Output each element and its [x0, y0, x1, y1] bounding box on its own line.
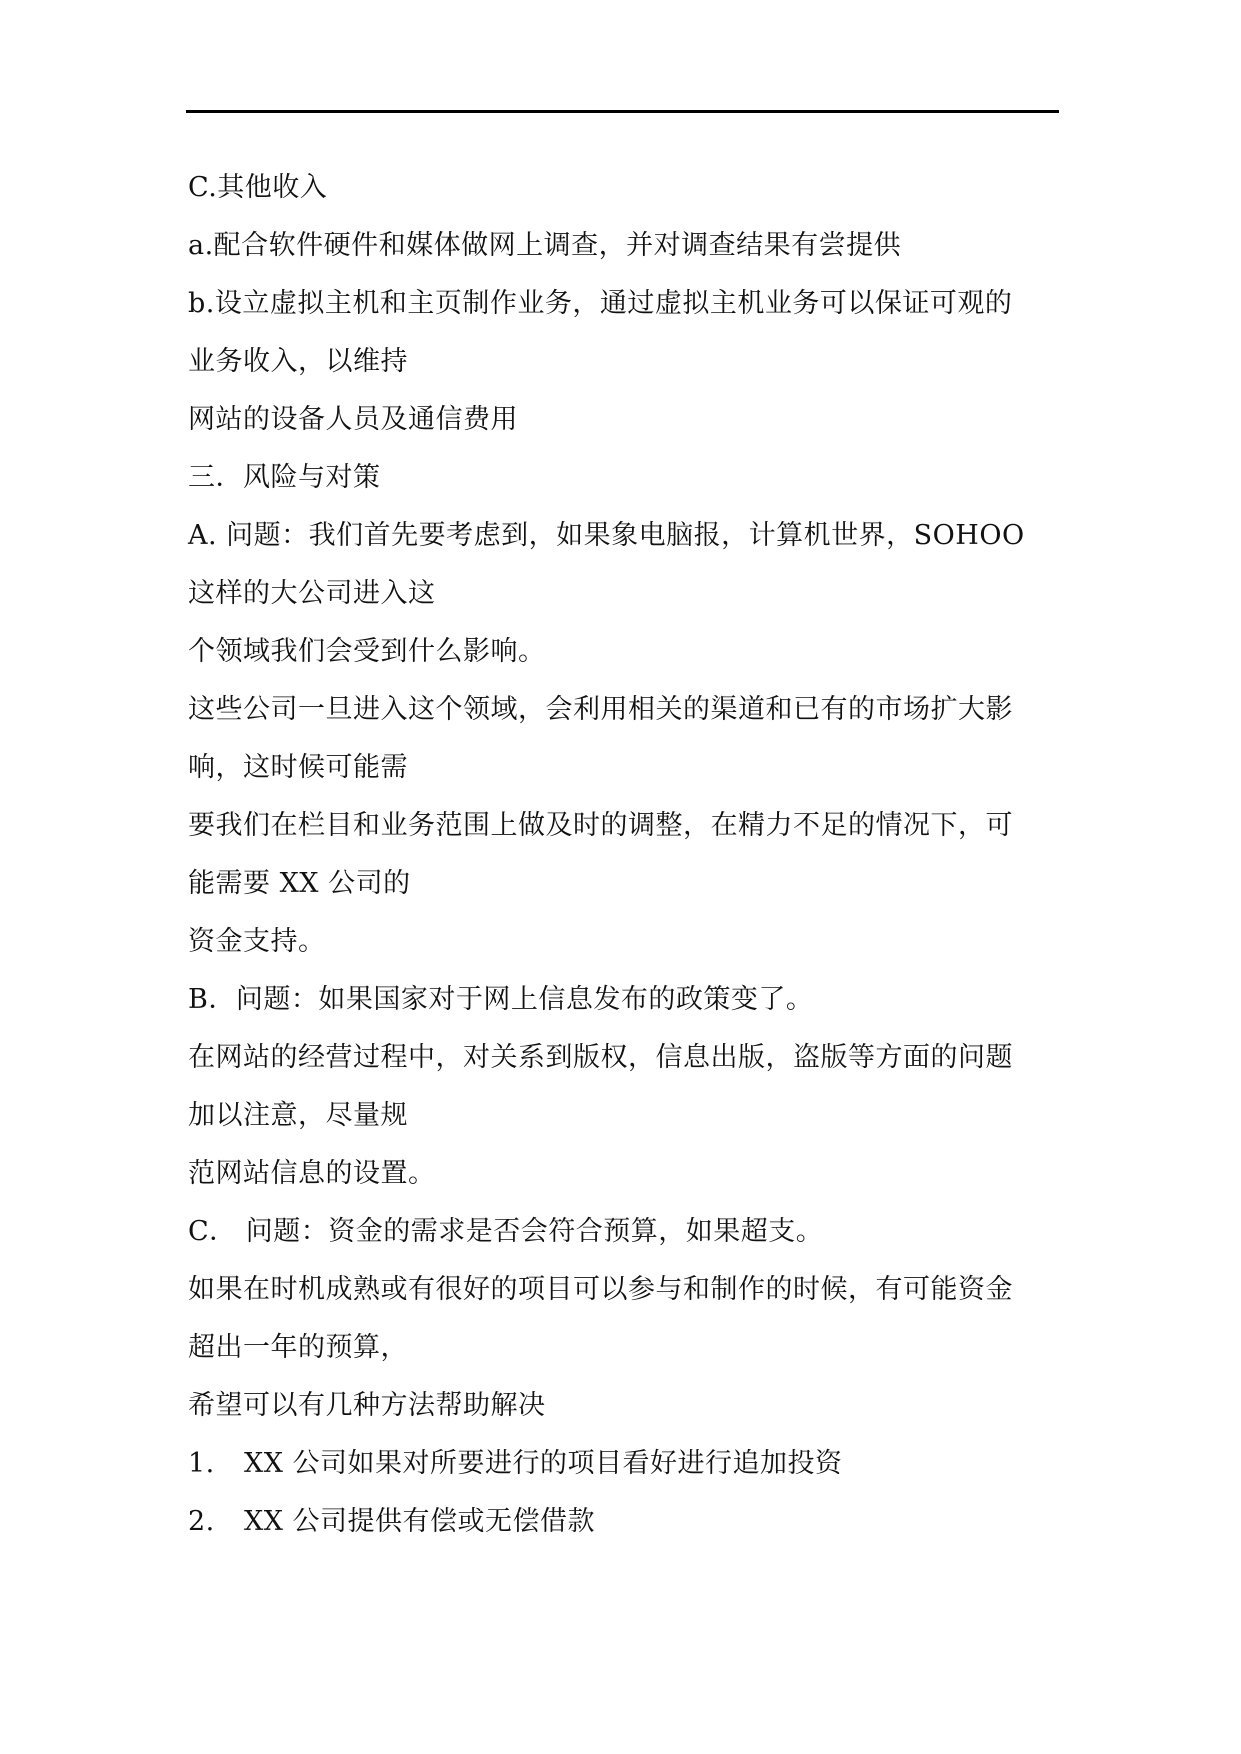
section-heading: C.其他收入 — [188, 172, 328, 203]
list-item-number: 2. — [188, 1506, 215, 1537]
paragraph-line: A. 问题：我们首先要考虑到，如果象电脑报，计算机世界，SOHOO — [188, 520, 1025, 551]
paragraph-line: C． 问题：资金的需求是否会符合预算，如果超支。 — [188, 1216, 824, 1247]
header-rule — [186, 110, 1059, 113]
paragraph-line: 要我们在栏目和业务范围上做及时的调整，在精力不足的情况下，可 — [188, 810, 1013, 841]
paragraph-line: B．问题：如果国家对于网上信息发布的政策变了。 — [188, 984, 814, 1015]
paragraph-line: a.配合软件硬件和媒体做网上调查，并对调查结果有尝提供 — [188, 230, 902, 261]
list-item-text: XX 公司如果对所要进行的项目看好进行追加投资 — [244, 1448, 843, 1479]
paragraph-line: 这些公司一旦进入这个领域，会利用相关的渠道和已有的市场扩大影 — [188, 694, 1013, 725]
list-item — [188, 1505, 595, 1539]
paragraph-line: 个领域我们会受到什么影响。 — [188, 636, 546, 667]
section-heading: 三．风险与对策 — [188, 462, 381, 493]
paragraph-line: 响，这时候可能需 — [188, 752, 408, 783]
paragraph-line: 在网站的经营过程中，对关系到版权，信息出版，盗版等方面的问题 — [188, 1042, 1013, 1073]
list-item-number: 1. — [188, 1448, 215, 1479]
paragraph-line: 范网站信息的设置。 — [188, 1158, 436, 1189]
paragraph-line: 超出一年的预算， — [188, 1332, 408, 1363]
list-item-text: XX 公司提供有偿或无偿借款 — [244, 1506, 596, 1537]
paragraph-line: 业务收入，以维持 — [188, 346, 408, 377]
paragraph-line: 能需要 XX 公司的 — [188, 868, 411, 899]
paragraph-line: 这样的大公司进入这 — [188, 578, 436, 609]
paragraph-line: 如果在时机成熟或有很好的项目可以参与和制作的时候，有可能资金 — [188, 1274, 1013, 1305]
list-item — [188, 1447, 843, 1481]
paragraph-line: 加以注意，尽量规 — [188, 1100, 408, 1131]
paragraph-line: 网站的设备人员及通信费用 — [188, 404, 518, 435]
paragraph-line: 资金支持。 — [188, 926, 326, 957]
paragraph-line: b.设立虚拟主机和主页制作业务，通过虚拟主机业务可以保证可观的 — [188, 288, 1013, 319]
paragraph-line: 希望可以有几种方法帮助解决 — [188, 1390, 546, 1421]
